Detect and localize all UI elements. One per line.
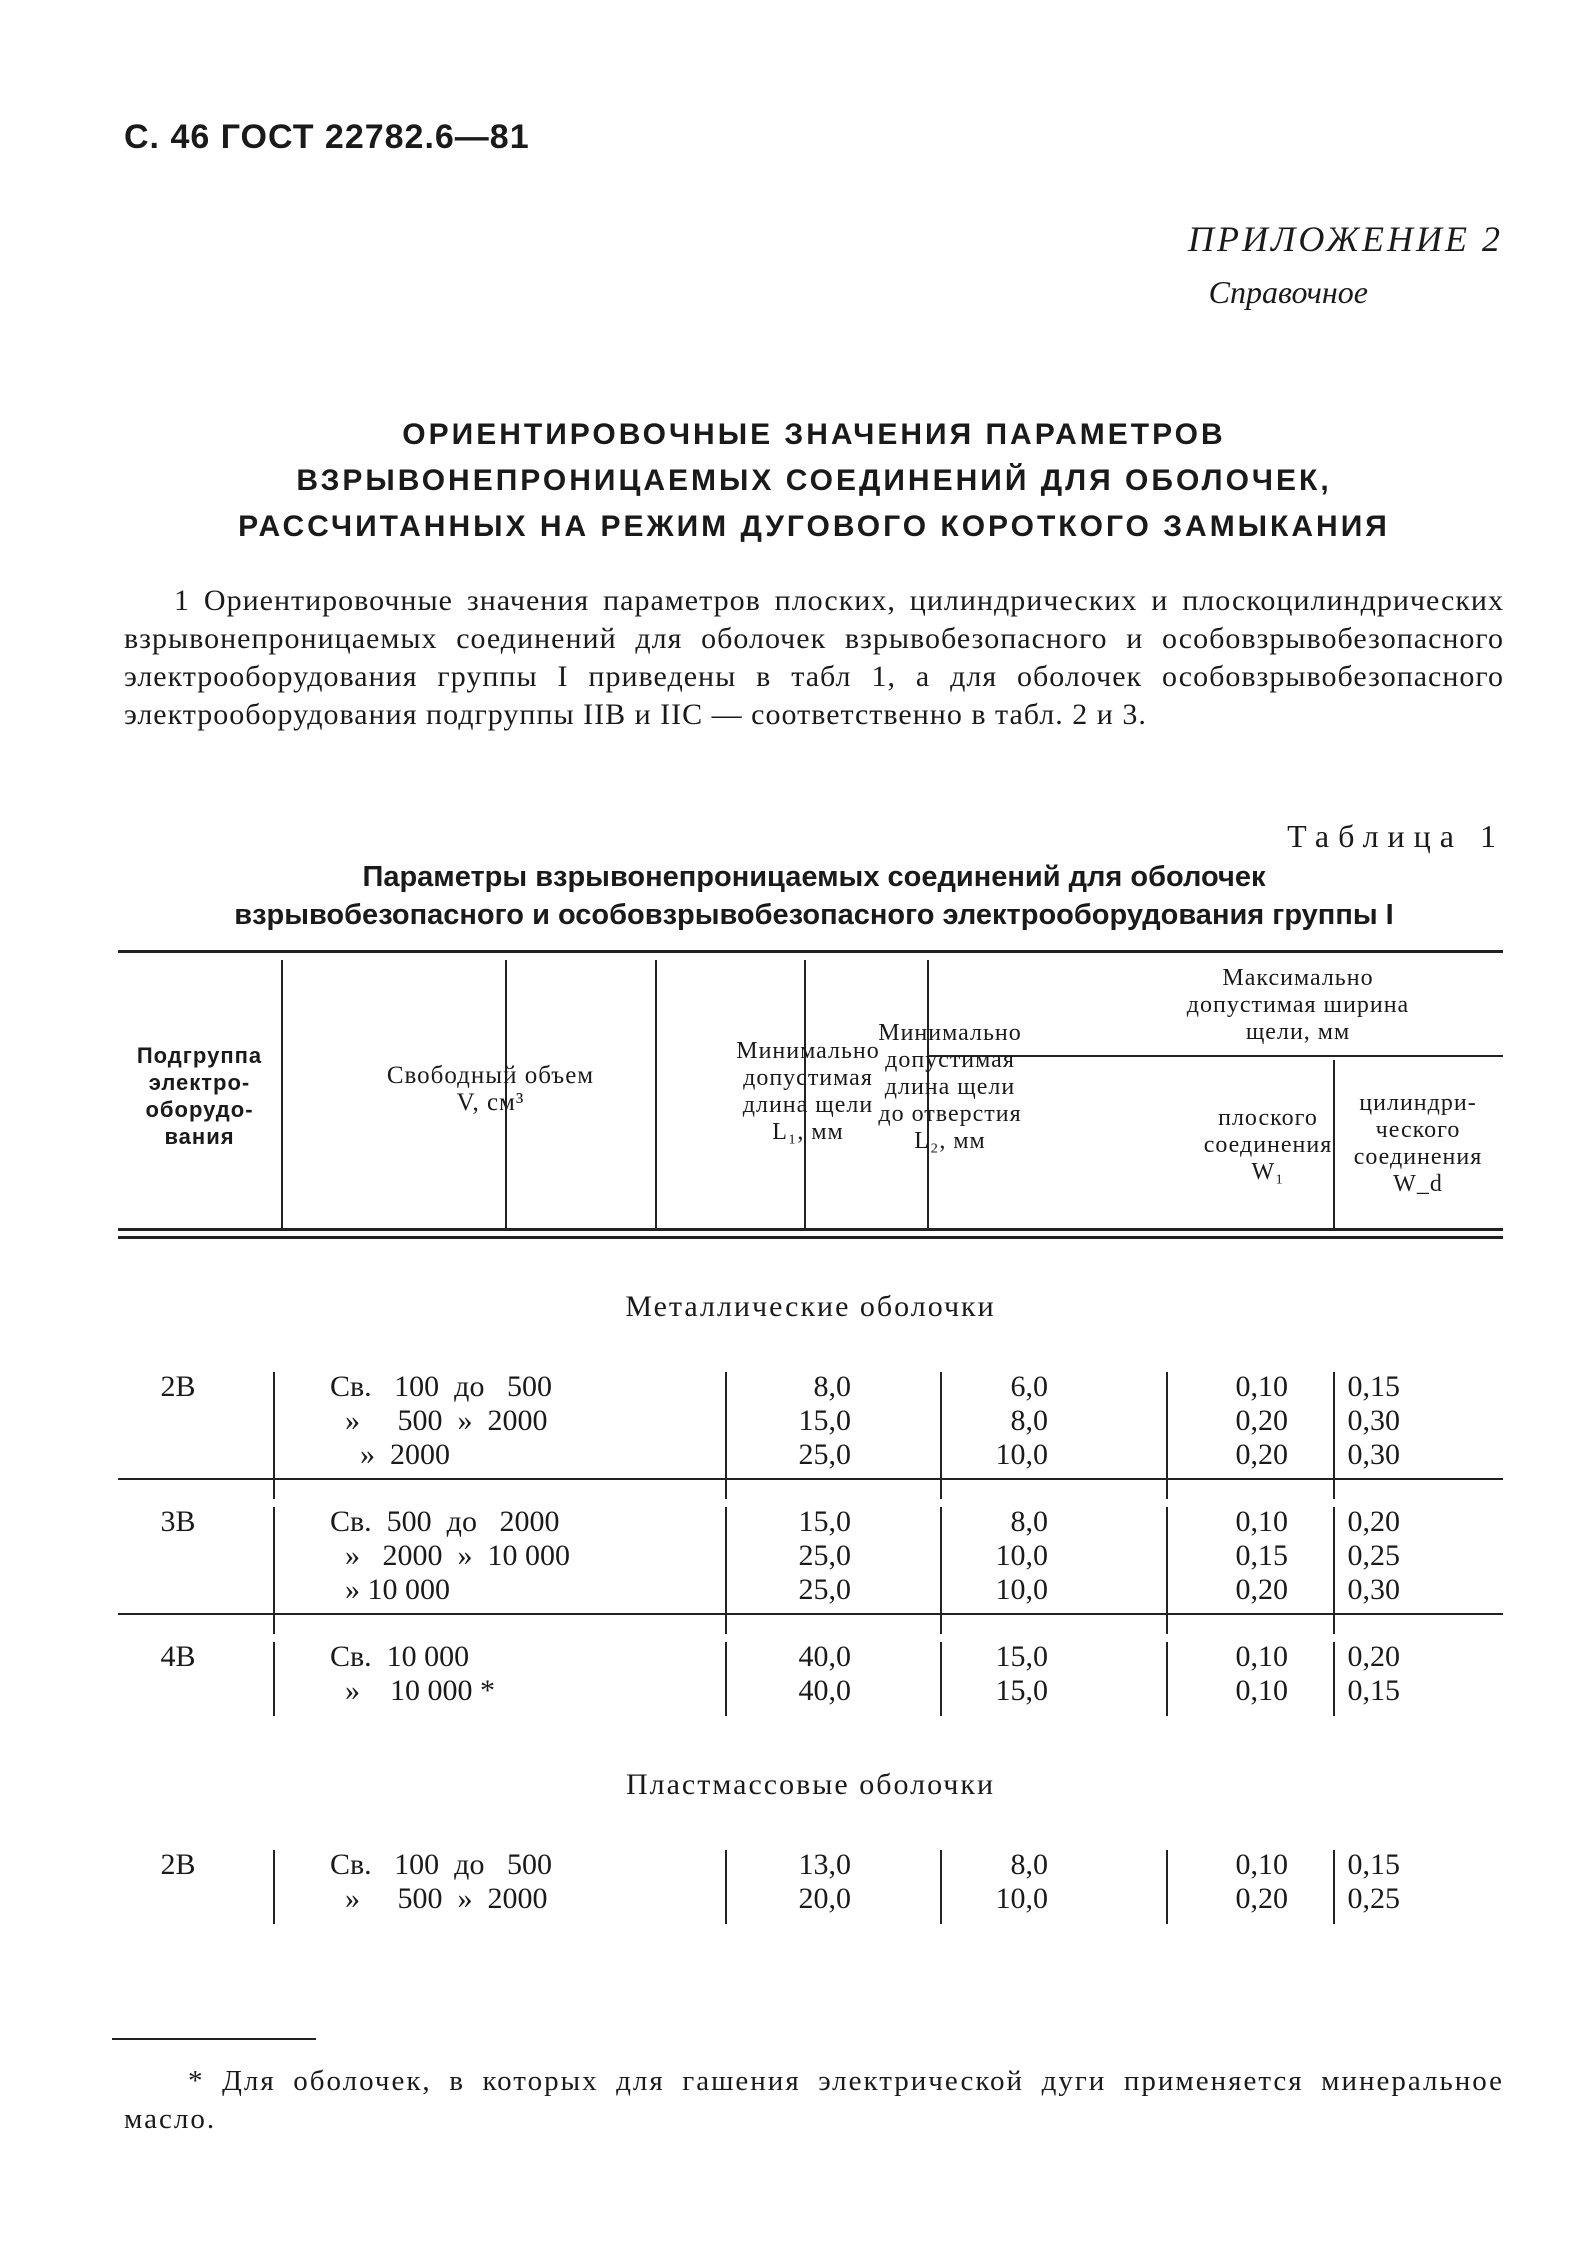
body-separator	[940, 1642, 942, 1716]
header-max-width: Максимально допустимая ширина щели, мм	[1186, 965, 1410, 1045]
l1-cell: 40,0	[798, 1640, 851, 1673]
table-caption	[124, 858, 1504, 934]
body-separator	[1166, 1642, 1168, 1716]
l1-cell: 13,0	[798, 1848, 851, 1881]
l1-cell: 25,0	[798, 1539, 851, 1572]
intro-paragraph: 1 Ориентировочные значения параметров плоских, цилиндрических и плоскоцилиндрических взрывонепроницаемых соединений для оболочек взрывобезопасного и особовзрывобезопасного электрооборудования группы I приведены в табл 1, а для оболочек особовзрывобезопасного электрооборудования подгруппы IIВ и IIС — соответственно в табл. 2 и 3.	[124, 584, 1504, 731]
body-separator	[940, 1850, 942, 1924]
header-l1: Минимально допустимая длина щели L₁, мм	[736, 1038, 880, 1145]
body-separator	[273, 1850, 275, 1924]
wd-cell: 0,25	[1347, 1882, 1400, 1915]
l2-cell: 10,0	[995, 1539, 1048, 1572]
subgroup-cell: 3В	[160, 1505, 196, 1538]
footnote: * Для оболочек, в которых для гашения электрической дуги применяется минеральное масло.	[124, 2065, 1504, 2135]
volume-cell: » 10 000	[330, 1573, 450, 1606]
header-bottom-rule	[118, 1228, 1503, 1231]
l1-cell: 40,0	[798, 1674, 851, 1707]
table-label: Таблица 1	[1287, 818, 1505, 854]
volume-cell: » 2000	[330, 1438, 450, 1471]
volume-cell: Св. 100 до 500	[330, 1848, 552, 1881]
group-rule	[118, 1478, 1503, 1480]
wd-cell: 0,15	[1347, 1370, 1400, 1403]
caption-line: Параметры взрывонепроницаемых соединений для оболочек	[362, 861, 1266, 893]
volume-cell: Св. 500 до 2000	[330, 1505, 560, 1538]
l2-cell: 10,0	[995, 1438, 1048, 1471]
wd-cell: 0,15	[1347, 1848, 1400, 1881]
header-flat-joint: плоского соединения W₁	[1203, 1105, 1333, 1185]
w1-cell: 0,20	[1235, 1404, 1288, 1437]
w1-cell: 0,10	[1235, 1370, 1288, 1403]
l2-cell: 6,0	[1010, 1370, 1048, 1403]
l1-cell: 25,0	[798, 1573, 851, 1606]
title-line: ОРИЕНТИРОВОЧНЫЕ ЗНАЧЕНИЯ ПАРАМЕТРОВ	[402, 418, 1226, 451]
w1-cell: 0,10	[1235, 1640, 1288, 1673]
w1-cell: 0,15	[1235, 1539, 1288, 1572]
l2-cell: 10,0	[995, 1573, 1048, 1606]
page-header: С. 46 ГОСТ 22782.6—81	[124, 118, 530, 156]
volume-cell: » 2000 » 10 000	[330, 1539, 570, 1572]
l2-cell: 15,0	[995, 1640, 1048, 1673]
body-separator	[1333, 1850, 1335, 1924]
appendix-block	[1188, 218, 1503, 311]
body-separator	[273, 1642, 275, 1716]
l1-cell: 20,0	[798, 1882, 851, 1915]
l1-cell: 15,0	[798, 1404, 851, 1437]
w1-cell: 0,10	[1235, 1674, 1288, 1707]
w1-cell: 0,10	[1235, 1848, 1288, 1881]
header-bottom-rule	[118, 1236, 1503, 1239]
header-separator	[281, 960, 283, 1228]
body-separator	[1333, 1642, 1335, 1716]
w1-cell: 0,20	[1235, 1882, 1288, 1915]
appendix-kind: Справочное	[1208, 274, 1368, 310]
wd-cell: 0,30	[1347, 1404, 1400, 1437]
appendix-number: ПРИЛОЖЕНИЕ 2	[1188, 219, 1503, 259]
body-separator	[725, 1850, 727, 1924]
volume-cell: » 500 » 2000	[330, 1404, 548, 1437]
header-subgroup: Подгруппа электро- оборудо- вания	[136, 1043, 263, 1149]
l1-cell: 8,0	[813, 1370, 851, 1403]
wd-cell: 0,15	[1347, 1674, 1400, 1707]
w1-cell: 0,10	[1235, 1505, 1288, 1538]
volume-cell: » 500 » 2000	[330, 1882, 548, 1915]
body-separator	[725, 1642, 727, 1716]
header-cyl-joint: цилиндри- ческого соединения W_d	[1353, 1090, 1483, 1197]
l2-cell: 8,0	[1010, 1404, 1048, 1437]
title-line: РАССЧИТАННЫХ НА РЕЖИМ ДУГОВОГО КОРОТКОГО ЗАМЫКАНИЯ	[238, 510, 1390, 543]
header-volume: Свободный объем V, см³	[386, 1062, 595, 1116]
l1-cell: 25,0	[798, 1438, 851, 1471]
caption-line: взрывобезопасного и особовзрывобезопасного электрооборудования группы I	[234, 899, 1394, 931]
volume-cell: Св. 100 до 500	[330, 1370, 552, 1403]
w1-cell: 0,20	[1235, 1438, 1288, 1471]
table-top-rule	[118, 950, 1503, 953]
subgroup-cell: 2В	[160, 1848, 196, 1881]
l2-cell: 15,0	[995, 1674, 1048, 1707]
header-l2: Минимально допустимая длина щели до отверстия L₂, мм	[878, 1020, 1022, 1154]
document-title	[124, 412, 1504, 550]
w1-cell: 0,20	[1235, 1573, 1288, 1606]
wd-cell: 0,20	[1347, 1505, 1400, 1538]
body-separator	[1166, 1850, 1168, 1924]
footnote-rule	[112, 2038, 316, 2040]
wd-cell: 0,30	[1347, 1438, 1400, 1471]
wd-cell: 0,25	[1347, 1539, 1400, 1572]
l2-cell: 8,0	[1010, 1505, 1048, 1538]
wd-cell: 0,20	[1347, 1640, 1400, 1673]
volume-cell: » 10 000 *	[330, 1674, 495, 1707]
title-line: ВЗРЫВОНЕПРОНИЦАЕМЫХ СОЕДИНЕНИЙ ДЛЯ ОБОЛОЧЕК,	[296, 464, 1332, 497]
section-title: Металлические оболочки	[625, 1290, 996, 1323]
l2-cell: 10,0	[995, 1882, 1048, 1915]
subgroup-cell: 4В	[160, 1640, 196, 1673]
subgroup-cell: 2В	[160, 1370, 196, 1403]
l1-cell: 15,0	[798, 1505, 851, 1538]
volume-cell: Св. 10 000	[330, 1640, 470, 1673]
l2-cell: 8,0	[1010, 1848, 1048, 1881]
wd-cell: 0,30	[1347, 1573, 1400, 1606]
group-rule	[118, 1613, 1503, 1615]
section-title: Пластмассовые оболочки	[625, 1768, 996, 1801]
